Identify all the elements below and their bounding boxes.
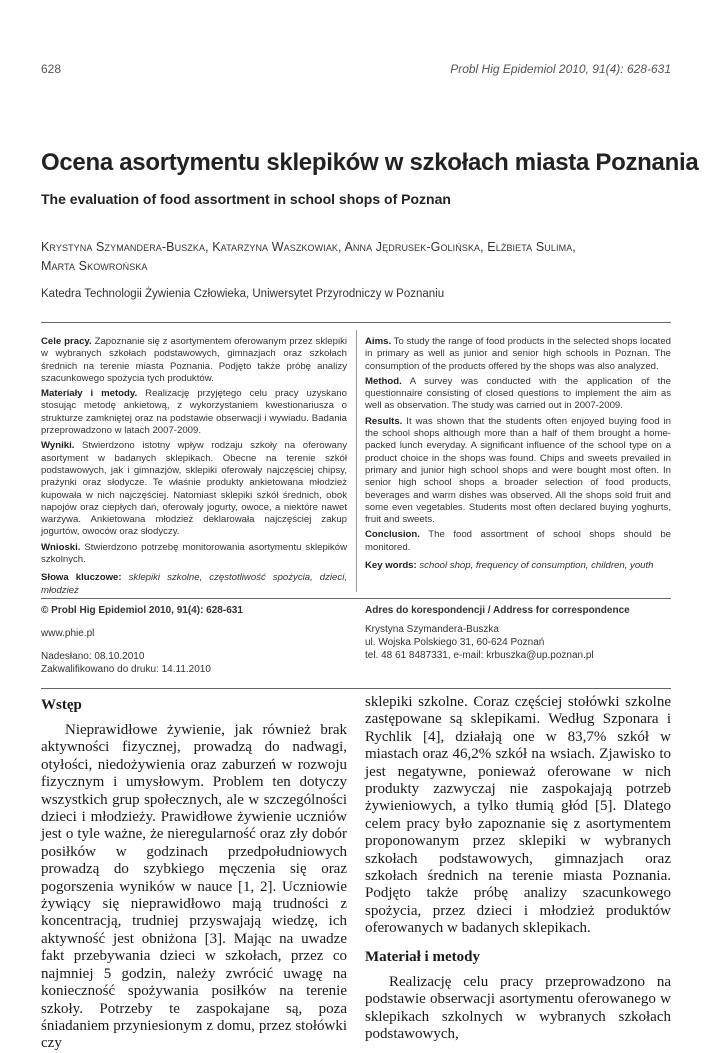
- divider-bottom: [41, 688, 671, 689]
- copyright-line: © Probl Hig Epidemiol 2010, 91(4): 628-631: [41, 605, 243, 616]
- abstract-label: Materiały i metody.: [41, 388, 138, 400]
- keywords-text: sklepiki szkolne, częstotliwość spożycia, dzieci, młodzież: [41, 572, 347, 596]
- author-list: [41, 238, 691, 276]
- body-column-right: [365, 694, 671, 1043]
- abstract-text: Realizację przyjętego celu pracy uzyskano stosując metodę ankietową, z wykorzystaniem kwestionariusza o strukturze zamkniętej oraz na podstawie obserwacji i wywiadu. Badania przeprowadzono w latach 2007-2009.: [41, 388, 347, 437]
- keywords-english: [365, 560, 671, 572]
- abstract-label: Wyniki.: [41, 440, 75, 452]
- abstract-label: Conclusion.: [365, 529, 420, 541]
- journal-website-link[interactable]: www.phie.pl: [41, 628, 95, 639]
- abstract-label: Results.: [365, 415, 403, 427]
- affiliation: Katedra Technologii Żywienia Człowieka, Uniwersytet Przyrodniczy w Poznaniu: [41, 288, 445, 300]
- correspondence-contact[interactable]: tel. 48 61 8487331, e-mail: krbuszka@up.poznan.pl: [365, 650, 594, 661]
- keywords-text: school shop, frequency of consumption, children, youth: [416, 560, 654, 572]
- date-accepted: Zakwalifikowano do druku: 14.11.2010: [41, 664, 211, 675]
- abstract-label: Method.: [365, 375, 402, 387]
- correspondence-heading: Adres do korespondencji / Address for correspondence: [365, 605, 630, 616]
- abstract-en-method: [365, 376, 671, 413]
- body-column-left: [41, 694, 347, 1053]
- abstract-pl-aims: [41, 336, 347, 385]
- body-paragraph: Realizację celu pracy przeprowadzono na podstawie obserwacji asortymentu oferowanego w sklepikach szkolnych w wybranych szkołach podstawowych,: [365, 973, 671, 1042]
- article-title-polish: Ocena asortymentu sklepików w szkołach miasta Poznania: [41, 149, 699, 176]
- body-paragraph: Nieprawidłowe żywienie, jak również brak aktywności fizycznej, prowadzą do nadwagi, otyłości, niedożywienia oraz zaburzeń w rozwoju fizycznym i umysłowym. Problem ten dotyczy wszystkich grup społecznych, ale w szczególności dzieci i młodzieży. Prawidłowe żywienie uczniów jest o tyle ważne, że nieregularność oraz zły dobór posiłków w godzinach przedpołudniowych prowadzą do szybkiego męczenia się oraz pogorszenia wyników w nauce [1, 2]. Uczniowie żywiący się nieprawidłowo mają trudności z koncentracją, trudniej przyswajają wiedzę, ich aktywność jest obniżona [3]. Mając na uwadze fakt przebywania dzieci w szkołach, przez co najmniej 5 godzin, należy zwrócić uwagę na konieczność spożywania posiłków na terenie szkoły. Potrzeby te zaspokajane są, poza śniadaniem przyniesionym z domu, przez stołówki czy: [41, 722, 347, 1052]
- correspondence-address: ul. Wojska Polskiego 31, 60-624 Poznań: [365, 637, 545, 648]
- author-line-2: Marta Skowrońska: [41, 259, 148, 273]
- author-line-1: Krystyna Szymandera-Buszka, Katarzyna Waszkowiak, Anna Jędrusek-Golińska, Elżbieta Sulima,: [41, 240, 576, 254]
- abstract-en-aims: [365, 336, 671, 373]
- abstract-label: Aims.: [365, 336, 392, 347]
- keywords-polish: [41, 572, 347, 597]
- abstract-label: Cele pracy.: [41, 336, 92, 347]
- abstract-en-conclusion: [365, 529, 671, 554]
- abstract-label: Wnioski.: [41, 541, 81, 553]
- date-sent: Nadesłano: 08.10.2010: [41, 651, 145, 662]
- abstract-en-results: [365, 416, 671, 527]
- abstract-text: The food assortment of school shops should be monitored.: [365, 529, 671, 553]
- abstract-text: It was shown that the students often enjoyed buying food in the school shops although more than a half of them brought a home-packed lunch everyday. A significant influence of the school type on a product choice in the shops was found. Chips and sweets prevailed in primary and junior high school shops and were bought most often. In senior high school shops a broader selection of food products, beverages and warm dishes was observed. All the shops sold fruit and some even vegetables. Students most often declared buying yoghurts, fruit and sweets.: [365, 415, 671, 526]
- section-heading-introduction: Wstęp: [41, 697, 82, 713]
- divider-middle: [41, 598, 671, 599]
- abstract-text: Stwierdzono istotny wpływ rodzaju szkoły na oferowany asortyment w badanych sklepikach. Obecne na terenie szkół podstawowych, jak i gimnazjów, sklepiki oferowały najczęściej chipsy, prażynki oraz słodycze. Te właśnie produkty ankietowana młodzież kupowała w nich najczęściej. Natomiast sklepiki szkół średnich, obok napojów oraz ciepłych dań, oferowały jogurty, owoce, a niektóre nawet warzywa. Ankietowana młodzież deklarowała najczęściej zakup jogurtów, owoców oraz słodyczy.: [41, 440, 347, 538]
- abstract-text: Stwierdzono potrzebę monitorowania asortymentu sklepików szkolnych.: [41, 541, 347, 566]
- abstract-pl-methods: [41, 388, 347, 437]
- correspondence-name: Krystyna Szymandera-Buszka: [365, 624, 499, 635]
- article-title-english: The evaluation of food assortment in school shops of Poznan: [41, 191, 451, 207]
- abstract-column-divider: [356, 330, 357, 592]
- abstract-pl-results: [41, 440, 347, 538]
- correspondence-info: [365, 604, 671, 662]
- running-head: [41, 62, 671, 76]
- divider-top: [41, 322, 671, 323]
- journal-reference: Probl Hig Epidemiol 2010, 91(4): 628-631: [450, 62, 671, 76]
- abstract-text: A survey was conducted with the application of the questionnaire consisting of closed questions to implement the aim as well as observation. The study was carried out in 2007-2009.: [365, 375, 671, 412]
- body-paragraph: sklepiki szkolne. Coraz częściej stołówki szkolne zastępowane są sklepikami. Według Szponara i Rychlik [4], działają one w 83,7% szkół w miastach oraz 46,2% szkół na wsiach. Zjawisko to jest negatywne, ponieważ oferowane w nich produkty zazwyczaj nie zaspokajają potrzeb żywieniowych, a tylko tłumią głód [5]. Dlatego celem pracy było zapoznanie się z asortymentem proponowanym przez sklepiki w wybranych szkołach podstawowych, gimnazjach oraz szkołach średnich na terenie miasta Poznania. Podjęto także próbę analizy szacunkowego spożycia, przez dzieci i młodzież produktów oferowanych w badanych sklepikach.: [365, 694, 671, 937]
- abstract-text: Zapoznanie się z asortymentem oferowanym przez sklepiki w wybranych szkołach podstawowych, gimnazjach oraz szkołach średnich na terenie miasta Poznania. Podjęto także próbę analizy szacunkowego spożycia tych produktów.: [41, 336, 348, 384]
- abstract-text: To study the range of food products in the selected shops located in primary as well as junior and senior high schools in Poznan. The consumption of the products offered by the shops was also analyzed.: [365, 336, 671, 372]
- abstract-polish: [41, 336, 347, 600]
- abstract-english: [365, 336, 671, 575]
- abstract-pl-conclusions: [41, 542, 347, 567]
- page-number: 628: [41, 62, 62, 76]
- publication-info: [41, 604, 347, 676]
- keywords-label: Key words:: [365, 560, 417, 572]
- keywords-label: Słowa kluczowe:: [41, 572, 122, 584]
- section-heading-methods: Materiał i metody: [365, 948, 480, 965]
